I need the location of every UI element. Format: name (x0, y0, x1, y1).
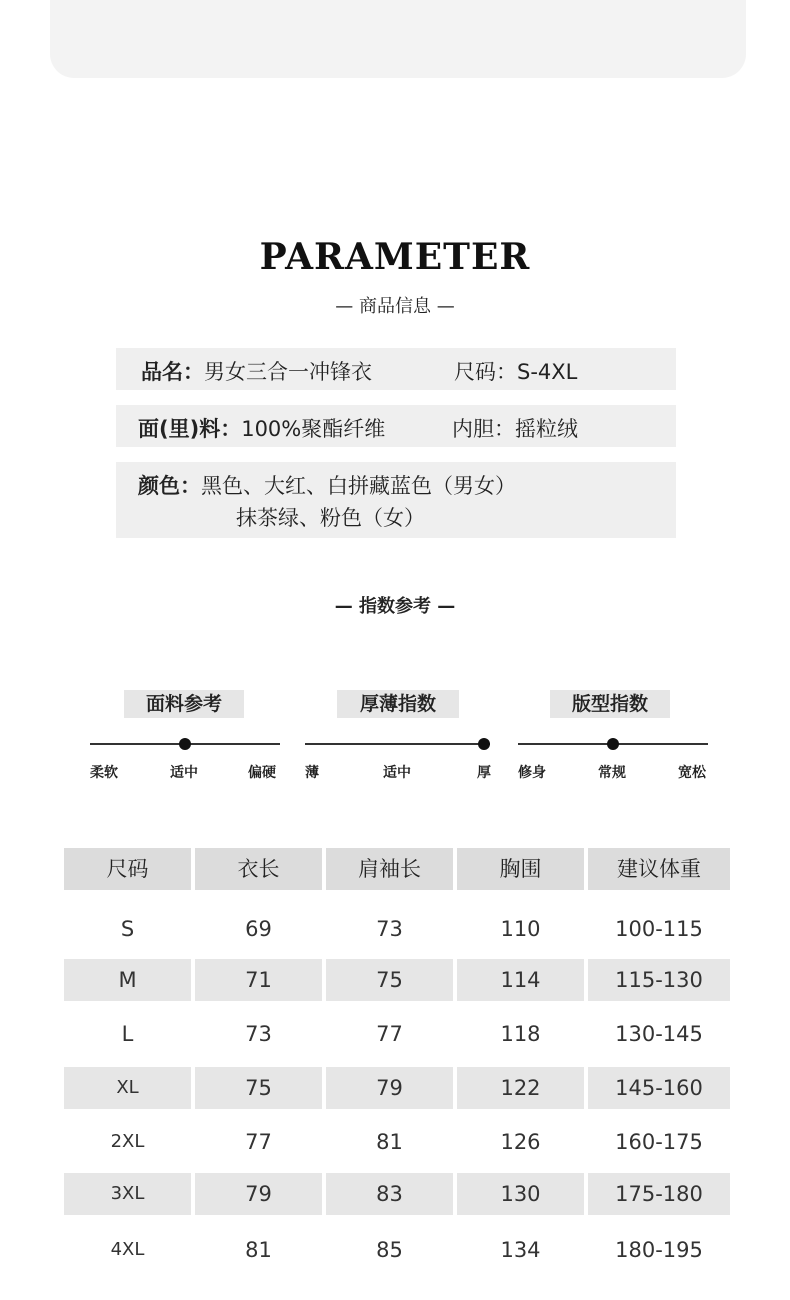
gauge-label-mid: 适中 (170, 765, 198, 781)
table-cell: 75 (195, 1067, 322, 1109)
info-row-name (116, 348, 676, 390)
gauge-label-mid: 常规 (598, 765, 626, 781)
table-cell: 100-115 (615, 917, 703, 941)
info-row-fabric (116, 405, 676, 447)
table-header-row (64, 848, 730, 890)
table-row (64, 1173, 730, 1215)
table-header-cell: 建议体重 (588, 848, 730, 890)
product-fabric (138, 413, 385, 443)
table-cell: 126 (500, 1130, 541, 1154)
table-cell: 73 (376, 917, 403, 941)
info-row-color (116, 462, 676, 538)
table-cell: L (121, 1022, 134, 1046)
table-header-cell: 衣长 (195, 848, 322, 890)
gauge-title: 版型指数 (550, 690, 670, 718)
lining-label: 内胆： (452, 417, 515, 441)
table-cell: 180-195 (615, 1238, 703, 1262)
gauge-label-left: 修身 (518, 765, 546, 781)
gauge-label-right: 偏硬 (248, 765, 276, 781)
gauge-title: 厚薄指数 (337, 690, 459, 718)
gauge-thickness (305, 688, 495, 788)
gauge-fabric (90, 688, 280, 788)
top-card (50, 0, 746, 78)
table-row (64, 908, 730, 950)
gauge-indicator (478, 738, 490, 750)
table-cell: 115-130 (588, 959, 730, 1001)
table-cell: 75 (326, 959, 453, 1001)
index-heading: — 指数参考 — (334, 596, 456, 617)
table-cell: 81 (376, 1130, 403, 1154)
table-row (64, 1121, 730, 1163)
product-size (454, 356, 577, 386)
color-label: 颜色： (138, 474, 201, 498)
table-cell: 79 (195, 1173, 322, 1215)
table-cell: M (64, 959, 191, 1001)
table-cell: 134 (500, 1238, 541, 1262)
table-cell: 83 (326, 1173, 453, 1215)
table-cell: 122 (457, 1067, 584, 1109)
table-cell: 130 (457, 1173, 584, 1215)
table-header-cell: 肩袖长 (326, 848, 453, 890)
gauge-title: 面料参考 (124, 690, 244, 718)
table-cell: 130-145 (615, 1022, 703, 1046)
gauge-label-mid: 适中 (383, 765, 411, 781)
table-row (64, 1067, 730, 1109)
fabric-label: 面(里)料： (138, 417, 242, 441)
table-cell: 110 (500, 917, 541, 941)
gauge-label-right: 宽松 (678, 765, 706, 781)
product-name (141, 356, 372, 386)
table-cell: 4XL (110, 1239, 145, 1260)
gauge-fit (518, 688, 708, 788)
table-cell: 160-175 (615, 1130, 703, 1154)
product-name-value: 男女三合一冲锋衣 (204, 360, 372, 384)
table-cell: 118 (500, 1022, 541, 1046)
table-header-cell: 尺码 (64, 848, 191, 890)
table-row (64, 959, 730, 1001)
table-cell: 69 (245, 917, 272, 941)
table-cell: 85 (376, 1238, 403, 1262)
product-size-value: S-4XL (517, 360, 578, 384)
table-cell: 3XL (64, 1173, 191, 1215)
table-cell: 79 (326, 1067, 453, 1109)
table-cell: 81 (245, 1238, 272, 1262)
product-size-label: 尺码： (454, 360, 517, 384)
table-cell: 77 (245, 1130, 272, 1154)
table-cell: 114 (457, 959, 584, 1001)
table-row (64, 1229, 730, 1271)
product-lining (452, 413, 578, 443)
table-cell: 77 (376, 1022, 403, 1046)
gauge-label-left: 柔软 (90, 765, 118, 781)
product-color (138, 470, 516, 500)
gauge-indicator (179, 738, 191, 750)
color-value-1: 黑色、大红、白拼藏蓝色（男女） (201, 474, 516, 498)
lining-value: 摇粒绒 (515, 417, 578, 441)
table-cell: 73 (245, 1022, 272, 1046)
table-cell: 71 (195, 959, 322, 1001)
table-cell: 2XL (110, 1131, 145, 1152)
table-cell: XL (64, 1067, 191, 1109)
color-value-2: 抹茶绿、粉色（女） (236, 506, 425, 530)
section-subtitle: — 商品信息 — (335, 296, 455, 317)
product-name-label: 品名： (141, 360, 204, 384)
gauge-label-right: 厚 (477, 765, 491, 781)
table-cell: 175-180 (588, 1173, 730, 1215)
page-title: PARAMETER (259, 236, 531, 278)
table-header-cell: 胸围 (457, 848, 584, 890)
table-row (64, 1013, 730, 1055)
table-cell: 145-160 (588, 1067, 730, 1109)
table-cell: S (120, 917, 135, 941)
gauge-indicator (607, 738, 619, 750)
gauge-track (305, 743, 490, 745)
gauge-label-left: 薄 (305, 765, 319, 781)
fabric-value: 100%聚酯纤维 (241, 417, 386, 441)
